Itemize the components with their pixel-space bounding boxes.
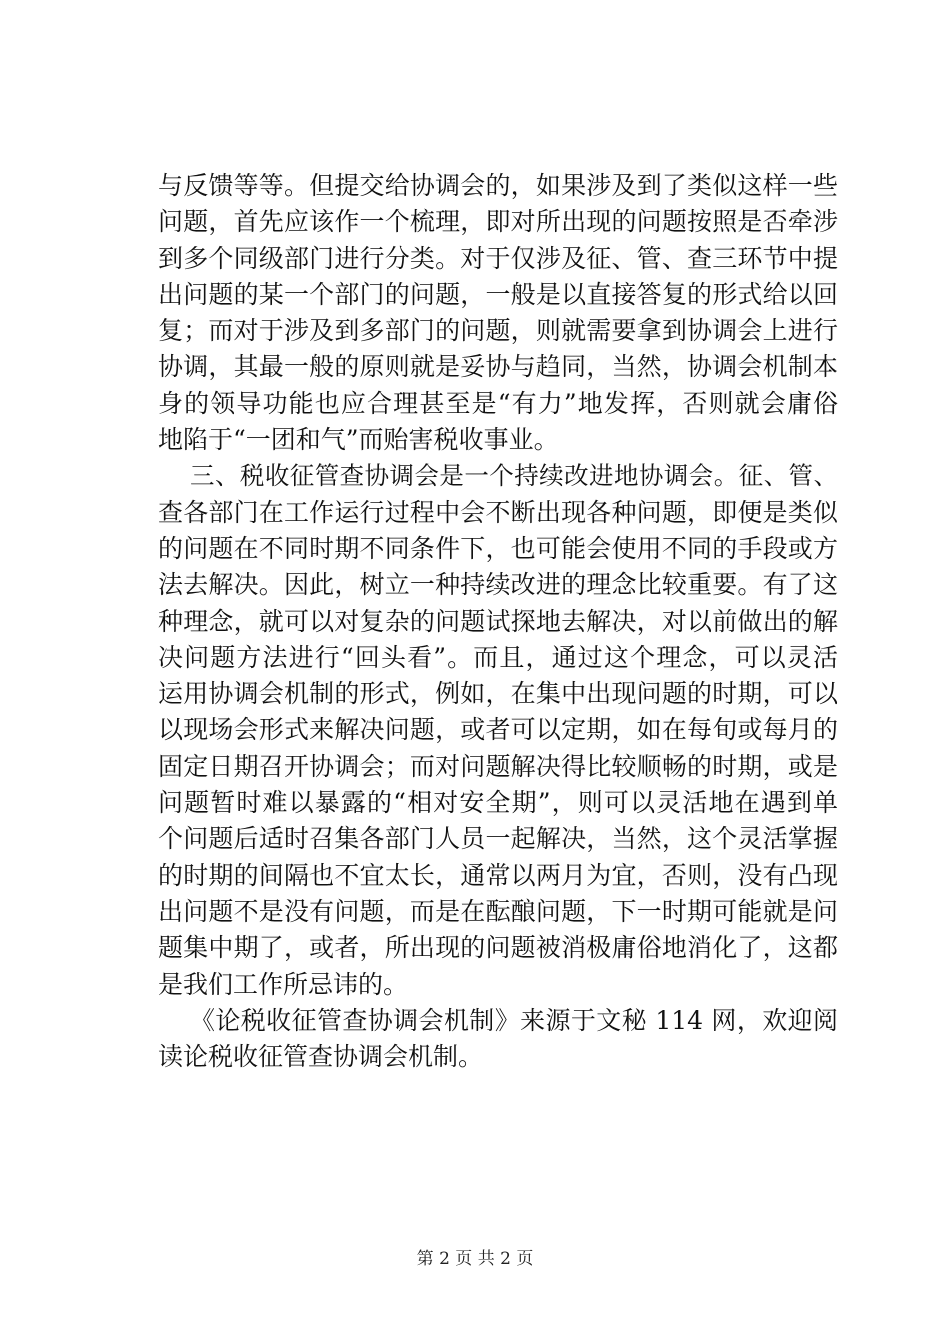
document-body bbox=[158, 168, 838, 1075]
text-line: 是我们工作所忌讳的。 bbox=[158, 969, 409, 999]
paragraph bbox=[158, 168, 838, 458]
text-line: 问题，首先应该作一个梳理，即对所出现的问题按照是否牵涉 bbox=[158, 207, 838, 237]
text-line: 读论税收征管查协调会机制。 bbox=[158, 1042, 484, 1072]
text-line: 三、税收征管查协调会是一个持续改进地协调会。征、管、 bbox=[190, 461, 838, 491]
paragraph bbox=[158, 1003, 838, 1076]
text-line: 以现场会形式来解决问题，或者可以定期，如在每旬或每月的 bbox=[158, 715, 838, 745]
paragraph bbox=[158, 458, 838, 1002]
text-line: 的问题在不同时期不同条件下，也可能会使用不同的手段或方 bbox=[158, 533, 838, 563]
text-line: 题集中期了，或者，所出现的问题被消极庸俗地消化了，这都 bbox=[158, 933, 838, 963]
text-line: 出问题的某一个部门的问题，一般是以直接答复的形式给以回 bbox=[158, 279, 838, 309]
text-line: 问题暂时难以暴露的“相对安全期”，则可以灵活地在遇到单 bbox=[158, 788, 838, 818]
text-line: 决问题方法进行“回头看”。而且，通过这个理念，可以灵活 bbox=[158, 642, 838, 672]
page-footer: 第 2 页 共 2 页 bbox=[416, 1249, 534, 1269]
text-line: 个问题后适时召集各部门人员一起解决，当然，这个灵活掌握 bbox=[158, 824, 838, 854]
text-line: 复；而对于涉及到多部门的问题，则就需要拿到协调会上进行 bbox=[158, 316, 838, 346]
text-line: 到多个同级部门进行分类。对于仅涉及征、管、查三环节中提 bbox=[158, 243, 838, 273]
text-line: 协调，其最一般的原则就是妥协与趋同，当然，协调会机制本 bbox=[158, 352, 838, 382]
text-line: 法去解决。因此，树立一种持续改进的理念比较重要。有了这 bbox=[158, 570, 838, 600]
text-line: 运用协调会机制的形式，例如，在集中出现问题的时期，可以 bbox=[158, 679, 838, 709]
text-line: 身的领导功能也应合理甚至是“有力”地发挥，否则就会庸俗 bbox=[158, 388, 838, 418]
text-line: 的时期的间隔也不宜太长，通常以两月为宜，否则，没有凸现 bbox=[158, 860, 838, 890]
text-line: 出问题不是没有问题，而是在酝酿问题，下一时期可能就是问 bbox=[158, 896, 838, 926]
text-line: 《论税收征管查协调会机制》来源于文秘 114 网，欢迎阅 bbox=[190, 1005, 838, 1035]
text-line: 地陷于“一团和气”而贻害税收事业。 bbox=[158, 425, 559, 455]
text-line: 固定日期召开协调会；而对问题解决得比较顺畅的时期，或是 bbox=[158, 751, 838, 781]
text-line: 与反馈等等。但提交给协调会的，如果涉及到了类似这样一些 bbox=[158, 171, 838, 200]
text-line: 种理念，就可以对复杂的问题试探地去解决，对以前做出的解 bbox=[158, 606, 838, 636]
text-line: 查各部门在工作运行过程中会不断出现各种问题，即便是类似 bbox=[158, 497, 838, 527]
